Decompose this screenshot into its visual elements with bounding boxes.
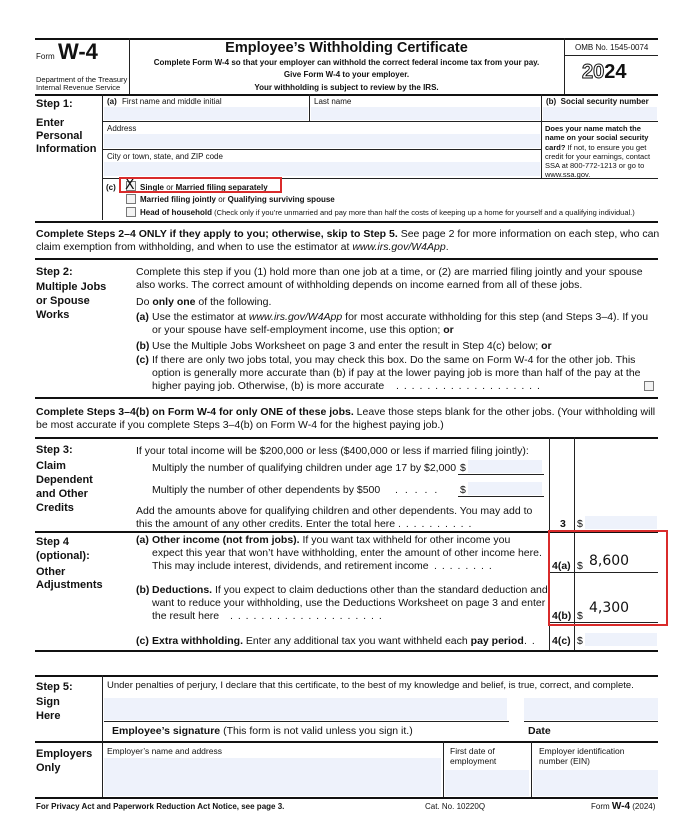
step4-highlight [548, 530, 668, 626]
step4c-dollar: $ [577, 635, 583, 647]
children-amount-field[interactable] [468, 460, 542, 473]
step3-q2: Multiply the number of other dependents by $500 [152, 484, 381, 496]
mfj-checkbox[interactable] [126, 194, 136, 204]
other-income-value: 8,600 [589, 553, 630, 569]
address-row-rule [102, 149, 541, 150]
step4a-tag: (a) [136, 534, 149, 546]
form-name: W-4 [58, 39, 98, 64]
form-prefix: Form [36, 52, 55, 61]
ein-field[interactable] [533, 770, 658, 796]
first-name-field[interactable] [104, 107, 308, 120]
intro-bottom-rule [35, 258, 658, 260]
first-date-field[interactable] [445, 770, 529, 796]
step3-label: Step 3: [36, 444, 73, 456]
step4b-line-no: 4(b) [552, 610, 572, 622]
step2-title-2: or Spouse [36, 295, 90, 307]
ssn-note: Does your name match the name on your social security card? If not, to ensure you get credit for your earnings, contact SSA at 800-772-1213 or go to www.ssa.gov. [545, 124, 651, 180]
ssn-field[interactable] [543, 107, 657, 120]
step4-title-3: Adjustments [36, 579, 103, 591]
dept-line2: Internal Revenue Service [36, 83, 121, 92]
last-name-field[interactable] [311, 107, 540, 120]
step2-title-3: Works [36, 309, 70, 321]
step3-title-3: and Other [36, 488, 88, 500]
step3-q1-dollar: $ [460, 462, 466, 474]
step1-title-2: Personal [36, 130, 83, 142]
first-date-label-2: employment [450, 756, 497, 766]
mid-line-1: Complete Steps 3–4(b) on Form W-4 for only ONE of these jobs. Leave those steps blank for the other jobs. (Your withholding will [36, 406, 656, 418]
step3-q2-dollar: $ [460, 484, 466, 496]
step5-title-1: Sign [36, 696, 60, 708]
step3-intro: If your total income will be $200,000 or less ($400,000 or less if married filing jointly): [136, 445, 529, 457]
step1-bottom-rule [35, 221, 658, 223]
date-rule [524, 721, 658, 722]
dependents-amount-field[interactable] [468, 482, 542, 495]
name-row-rule [102, 121, 658, 122]
name-divider [309, 94, 310, 121]
first-name-label: First name and middle initial [122, 97, 222, 106]
b-tag: (b) Social security number [546, 97, 649, 106]
two-jobs-checkbox[interactable] [644, 381, 654, 391]
signature-rule [104, 721, 509, 722]
step3-total-field[interactable] [585, 516, 657, 529]
tax-year: 2024 [582, 61, 627, 83]
first-date-label-1: First date of [450, 746, 495, 756]
step4a-line3: This may include interest, dividends, and retirement income [152, 560, 429, 572]
employer-name-field[interactable] [104, 758, 441, 796]
step4a-line1: Other income (not from jobs). If you want tax withheld for other income you [152, 534, 511, 546]
header-divider-right [564, 38, 565, 94]
step1-label: Step 1: [36, 98, 73, 110]
employers-title-1: Employers [36, 748, 93, 760]
header-bottom-rule [35, 94, 658, 96]
step4b-dollar: $ [577, 610, 583, 622]
extra-withholding-field[interactable] [585, 633, 657, 646]
privacy-notice: For Privacy Act and Paperwork Reduction Act Notice, see page 3. [36, 802, 285, 811]
step5-label: Step 5: [36, 681, 73, 693]
omb-number: OMB No. 1545-0074 [575, 43, 649, 52]
hoh-checkbox[interactable] [126, 207, 136, 217]
employers-left-rule [102, 741, 103, 797]
dependents-amount-rule [458, 496, 544, 497]
mid-bottom-rule [35, 437, 658, 439]
step5-left-rule [102, 675, 103, 741]
city-label: City or town, state, and ZIP code [107, 152, 223, 161]
step4-label: Step 4 [36, 536, 70, 548]
mfj-option: Married filing jointly or Qualifying surviving spouse [140, 195, 335, 204]
footer-form-name: Form W-4 (2024) [591, 801, 656, 812]
step5-bottom-rule [35, 741, 658, 743]
employers-title-2: Only [36, 762, 61, 774]
step2-title-1: Multiple Jobs [36, 281, 107, 293]
step4c-dots: . . [524, 635, 536, 647]
step4b-dots: . . . . . . . . . . . . . . . . . . . . [230, 610, 383, 622]
a-tag: (a) [107, 97, 117, 106]
step4b-tag: (b) [136, 584, 150, 596]
date-label: Date [528, 725, 551, 737]
step3-title-4: Credits [36, 502, 74, 514]
step5-top-rule [35, 675, 658, 677]
ein-label-2: number (EIN) [539, 756, 591, 766]
step3-add-dots: . . . . . . . . . . [398, 518, 473, 530]
subtitle-2: Give Form W-4 to your employer. [283, 70, 410, 79]
ssn-divider [541, 94, 542, 179]
subtitle-3: Your withholding is subject to review by the IRS. [254, 83, 439, 92]
step4a-line2: expect this year that won’t have withholding, enter the amount of other income here. [152, 547, 542, 559]
step2-label: Step 2: [36, 266, 73, 278]
step4a-dots: . . . . . . . . [434, 560, 493, 572]
step1-title-3: Information [36, 143, 97, 155]
step3-title-1: Claim [36, 460, 66, 472]
step2-b-tag: (b) [136, 340, 150, 352]
employers-mid-rule [443, 741, 444, 797]
date-field[interactable] [524, 698, 658, 720]
step2-c-line3: higher paying job. Otherwise, (b) is more accurate [152, 380, 385, 392]
step2-do-one: Do only one of the following. [136, 296, 272, 308]
single-option: Single or Married filing separately [140, 183, 268, 192]
step4a-line-no: 4(a) [552, 560, 571, 572]
step2-c-tag: (c) [136, 354, 149, 366]
step4-title-1: (optional): [36, 550, 90, 562]
intro-line-2: claim exemption from withholding, and when to use the estimator at www.irs.gov/W4App. [36, 241, 449, 253]
step4b-line3: the result here [152, 610, 220, 622]
step5-title-2: Here [36, 710, 61, 722]
perjury-statement: Under penalties of perjury, I declare that this certificate, to the best of my knowledge and belief, is true, correct, and complete. [107, 680, 634, 691]
step2-a-tag: (a) [136, 311, 149, 323]
step2-bottom-rule [35, 397, 658, 399]
step2-b-line: Use the Multiple Jobs Worksheet on page 3 and enter the result in Step 4(c) below; or [152, 340, 552, 352]
step2-p2: also works. The correct amount of withholding depends on income earned from all of these jobs. [136, 279, 583, 291]
single-highlight [119, 177, 282, 193]
step3-q1: Multiply the number of qualifying children under age 17 by $2,000 [152, 462, 457, 474]
x-mark: X [125, 177, 135, 193]
step2-a-line2: or your spouse have self-employment income, use this option; or [152, 324, 454, 336]
step4c-line: Extra withholding. Enter any additional tax you want withheld each pay period [152, 635, 524, 647]
step4b-line2: want to reduce your withholding, use the Deductions Worksheet on page 3 and enter [152, 597, 546, 609]
deductions-value: 4,300 [589, 600, 630, 616]
address-field[interactable] [104, 134, 540, 148]
signature-label: Employee’s signature (This form is not valid unless you sign it.) [112, 725, 413, 737]
hoh-option: Head of household (Check only if you’re unmarried and pay more than half the costs of keeping up a home for yourself and a qualifying individual.) [140, 208, 635, 217]
step3-add-2: this the amount of any other credits. Enter the total here [136, 518, 396, 530]
step2-a-line1: Use the estimator at www.irs.gov/W4App for most accurate withholding for this step (and Steps 3–4). If you [152, 311, 649, 323]
address-label: Address [107, 124, 137, 133]
employers-right-rule [531, 741, 532, 797]
step3-add-1: Add the amounts above for qualifying children and other dependents. You may add to [136, 505, 533, 517]
children-amount-rule [458, 474, 544, 475]
dept-line1: Department of the Treasury [36, 75, 128, 84]
ein-label-1: Employer identification [539, 746, 625, 756]
step3-line-no: 3 [560, 518, 566, 530]
step1-title-1: Enter [36, 117, 65, 129]
signature-field[interactable] [104, 698, 507, 720]
mid-line-2: be most accurate if you complete Steps 3–4(b) on Form W-4 for the highest paying job.) [36, 419, 444, 431]
omb-rule [564, 55, 658, 56]
intro-line-1: Complete Steps 2–4 ONLY if they apply to you; otherwise, skip to Step 5. See page 2 for more information on each step, who can [36, 228, 660, 240]
c-tag: (c) [106, 183, 116, 192]
step2-c-dots: . . . . . . . . . . . . . . . . . . . [396, 380, 541, 392]
employers-bottom-rule [35, 797, 658, 799]
cat-number: Cat. No. 10220Q [425, 802, 486, 811]
step4-title-2: Other [36, 566, 66, 578]
step3-dollar: $ [577, 518, 583, 530]
step2-c-line1: If there are only two jobs total, you may check this box. Do the same on Form W-4 for the other job. This [152, 354, 636, 366]
subtitle-1: Complete Form W-4 so that your employer can withhold the correct federal income tax from your pay. [153, 58, 540, 67]
step4c-line-no: 4(c) [552, 635, 571, 647]
city-field[interactable] [104, 162, 540, 176]
step4a-dollar: $ [577, 560, 583, 572]
step1-left-rule [102, 94, 103, 220]
last-name-label: Last name [314, 97, 352, 106]
step2-p1: Complete this step if you (1) hold more than one job at a time, or (2) are married filing jointly and your spouse [136, 266, 643, 278]
employer-name-label: Employer’s name and address [107, 746, 222, 756]
step4b-line1: Deductions. If you expect to claim deductions other than the standard deduction and [152, 584, 548, 596]
step3-q2-dots: . . . . . [395, 484, 440, 496]
form-title: Employee’s Withholding Certificate [225, 40, 468, 56]
step2-c-line2: option is generally more accurate than (b) if pay at the lower paying job is more than half of the pay at the [152, 367, 641, 379]
step4-bottom-rule [35, 650, 658, 652]
step4c-tag: (c) [136, 635, 149, 647]
step3-title-2: Dependent [36, 474, 93, 486]
